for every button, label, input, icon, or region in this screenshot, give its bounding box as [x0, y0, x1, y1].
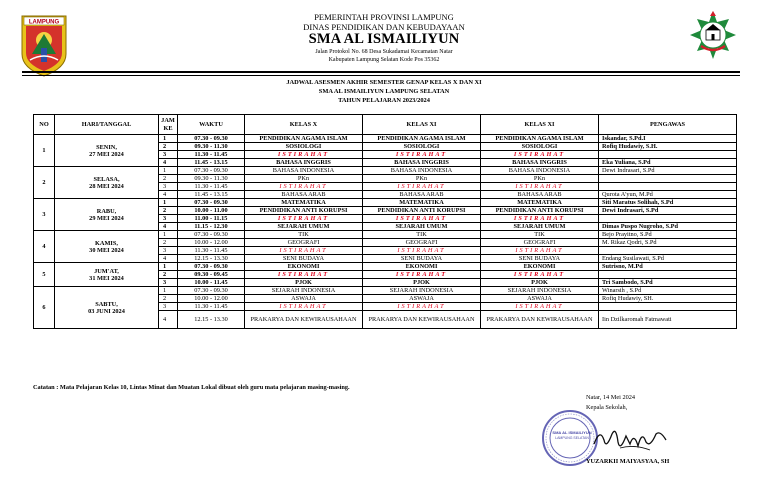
kelas-x-subject-cell: SEJARAH UMUM [245, 223, 363, 231]
kelas-xi-2-subject-cell: PENDIDIKAN AGAMA ISLAM [481, 135, 599, 143]
day-number-cell: 5 [34, 263, 55, 287]
handwritten-signature-icon [590, 422, 670, 456]
time-cell: 11.15 - 12.30 [178, 223, 245, 231]
day-date-cell [55, 231, 159, 263]
time-cell: 07.30 - 09.30 [178, 263, 245, 271]
kelas-xi-2-subject-cell: MATEMATIKA [481, 199, 599, 207]
kelas-x-subject-cell: ISTIRAHAT [245, 215, 363, 223]
table-header-row [34, 115, 737, 135]
pengawas-cell: Rofiq Hudawiy, S.H. [599, 143, 737, 151]
kelas-xi-1-subject-cell: MATEMATIKA [363, 199, 481, 207]
kelas-xi-1-subject-cell: BAHASA INGGRIS [363, 159, 481, 167]
kelas-xi-1-subject-cell: TIK [363, 231, 481, 239]
kelas-x-subject-cell: PENDIDIKAN AGAMA ISLAM [245, 135, 363, 143]
time-cell: 12.15 - 13.30 [178, 311, 245, 329]
kelas-x-subject-cell: ISTIRAHAT [245, 183, 363, 191]
kelas-xi-2-subject-cell: SEJARAH INDONESIA [481, 287, 599, 295]
jam-cell: 1 [159, 167, 178, 175]
time-cell: 11.30 - 11.45 [178, 183, 245, 191]
signature-place-date: Natar, 14 Mei 2024 [586, 394, 636, 401]
kelas-xi-1-subject-cell: BAHASA INDONESIA [363, 167, 481, 175]
time-cell: 11.45 - 13.15 [178, 159, 245, 167]
time-cell: 09.30 - 11.30 [178, 143, 245, 151]
day-date-cell [55, 167, 159, 199]
kelas-xi-1-subject-cell: ISTIRAHAT [363, 303, 481, 311]
pengawas-cell: Sutrisno, M.Pd [599, 263, 737, 271]
jam-cell: 3 [159, 247, 178, 255]
stamp-text-region: LAMPUNG SELATAN [555, 436, 589, 440]
kelas-xi-1-subject-cell: PENDIDIKAN AGAMA ISLAM [363, 135, 481, 143]
time-cell: 11.30 - 11.45 [178, 303, 245, 311]
jam-cell: 3 [159, 215, 178, 223]
col-header-kelas-xi-2: KELAS XI [481, 115, 599, 135]
table-row [34, 263, 737, 271]
col-header-pengawas: PENGAWAS [599, 115, 737, 135]
document-subtitle-year: TAHUN PELAJARAN 2023/2024 [338, 97, 430, 104]
time-cell: 11.45 - 13.15 [178, 191, 245, 199]
kelas-x-subject-cell: SEJARAH INDONESIA [245, 287, 363, 295]
day-date-cell [55, 135, 159, 167]
day-number-cell: 3 [34, 199, 55, 231]
kelas-x-subject-cell: ISTIRAHAT [245, 303, 363, 311]
jam-cell: 1 [159, 287, 178, 295]
pengawas-cell: Siti Maratus Solihah, S.Pd [599, 199, 737, 207]
document-subtitle-school: SMA AL ISMAILIYUN LAMPUNG SELATAN [318, 88, 450, 95]
kelas-xi-1-subject-cell: SOSIOLOGI [363, 143, 481, 151]
kelas-x-subject-cell: PKn [245, 175, 363, 183]
kelas-xi-1-subject-cell: BAHASA ARAB [363, 191, 481, 199]
day-number-cell: 4 [34, 231, 55, 263]
kelas-xi-2-subject-cell: ISTIRAHAT [481, 247, 599, 255]
time-cell: 07.30 - 09.30 [178, 167, 245, 175]
time-cell: 10.00 - 11.45 [178, 279, 245, 287]
jam-cell: 1 [159, 135, 178, 143]
kelas-x-subject-cell: BAHASA INDONESIA [245, 167, 363, 175]
day-number-cell: 2 [34, 167, 55, 199]
kelas-xi-2-subject-cell: BAHASA ARAB [481, 191, 599, 199]
kelas-x-subject-cell: SENI BUDAYA [245, 255, 363, 263]
kelas-x-subject-cell: PJOK [245, 279, 363, 287]
pengawas-cell [599, 215, 737, 223]
day-name: SENIN, [96, 143, 117, 151]
header-rule-thin [22, 75, 740, 76]
col-header-kelas-x: KELAS X [245, 115, 363, 135]
jam-cell: 2 [159, 271, 178, 279]
kelas-xi-1-subject-cell: SEJARAH INDONESIA [363, 287, 481, 295]
kelas-x-subject-cell: SOSIOLOGI [245, 143, 363, 151]
pengawas-cell: Winarsih , S.Pd [599, 287, 737, 295]
table-row [34, 231, 737, 239]
col-header-time: WAKTU [178, 115, 245, 135]
kelas-xi-2-subject-cell: PJOK [481, 279, 599, 287]
day-date: 27 MEI 2024 [89, 150, 124, 158]
jam-cell: 2 [159, 143, 178, 151]
document-title: JADWAL ASESMEN AKHIR SEMESTER GENAP KELAS X DAN XI [286, 79, 482, 86]
day-date: 30 MEI 2024 [89, 246, 124, 254]
kelas-xi-2-subject-cell: GEOGRAFI [481, 239, 599, 247]
header-line-government: PEMERINTAH PROVINSI LAMPUNG [314, 12, 454, 22]
pengawas-cell: Iskandar, S.Pd.I [599, 135, 737, 143]
time-cell: 07.30 - 09.30 [178, 199, 245, 207]
header-line-department: DINAS PENDIDIKAN DAN KEBUDAYAAN [303, 22, 465, 32]
kelas-xi-2-subject-cell: ISTIRAHAT [481, 271, 599, 279]
kelas-xi-2-subject-cell: ISTIRAHAT [481, 183, 599, 191]
jam-cell: 2 [159, 239, 178, 247]
time-cell: 11.00 - 11.15 [178, 215, 245, 223]
pengawas-cell: Endang Susilawati, S.Pd [599, 255, 737, 263]
pengawas-cell [599, 175, 737, 183]
kelas-xi-2-subject-cell: PRAKARYA DAN KEWIRAUSAHAAN [481, 311, 599, 329]
kelas-xi-2-subject-cell: BAHASA INDONESIA [481, 167, 599, 175]
pengawas-cell: Dimas Puspo Nugroho, S.Pd [599, 223, 737, 231]
jam-cell: 2 [159, 295, 178, 303]
kelas-x-subject-cell: PENDIDIKAN ANTI KORUPSI [245, 207, 363, 215]
kelas-xi-2-subject-cell: PKn [481, 175, 599, 183]
kelas-xi-2-subject-cell: TIK [481, 231, 599, 239]
kelas-x-subject-cell: ISTIRAHAT [245, 247, 363, 255]
pengawas-cell: Qurota A'yun, M.Pd [599, 191, 737, 199]
day-date: 31 MEI 2024 [89, 274, 124, 282]
kelas-xi-1-subject-cell: PJOK [363, 279, 481, 287]
pengawas-cell [599, 303, 737, 311]
time-cell: 10.00 - 12.00 [178, 239, 245, 247]
day-name: RABU, [96, 207, 117, 215]
schedule-note: Catatan : Mata Pelajaran Kelas 10, Lintas Minat dan Muatan Lokal dibuat oleh guru mata pelajaran masing-masing. [33, 384, 350, 391]
kelas-xi-2-subject-cell: SOSIOLOGI [481, 143, 599, 151]
time-cell: 07.30 - 09.30 [178, 135, 245, 143]
pengawas-cell: Bejo Prayitno, S.Pd [599, 231, 737, 239]
pengawas-cell: M. Rikaz Qodri, S.Pd [599, 239, 737, 247]
day-number-cell: 1 [34, 135, 55, 167]
pengawas-cell [599, 151, 737, 159]
kelas-x-subject-cell: BAHASA INGGRIS [245, 159, 363, 167]
time-cell: 07.30 - 09.30 [178, 287, 245, 295]
header-rule-thick [22, 71, 740, 73]
time-cell: 10.00 - 11.00 [178, 207, 245, 215]
pengawas-cell: Dewi Indrasari, S.Pd [599, 167, 737, 175]
kelas-x-subject-cell: EKONOMI [245, 263, 363, 271]
pengawas-cell: Dewi Indrasari, S.Pd [599, 207, 737, 215]
school-address-line1: Jalan Protokol No. 68 Desa Sukadamai Kecamatan Natar [315, 49, 453, 55]
jam-cell: 2 [159, 175, 178, 183]
kelas-xi-1-subject-cell: PKn [363, 175, 481, 183]
kelas-xi-1-subject-cell: ISTIRAHAT [363, 151, 481, 159]
jam-cell: 3 [159, 151, 178, 159]
time-cell: 11.30 - 11.45 [178, 247, 245, 255]
col-header-kelas-xi-1: KELAS XI [363, 115, 481, 135]
jam-cell: 3 [159, 279, 178, 287]
day-number-cell: 6 [34, 287, 55, 329]
jam-cell: 4 [159, 311, 178, 329]
jam-cell: 3 [159, 303, 178, 311]
time-cell: 11.30 - 11.45 [178, 151, 245, 159]
day-date-cell [55, 287, 159, 329]
jam-cell: 4 [159, 223, 178, 231]
kelas-x-subject-cell: ISTIRAHAT [245, 271, 363, 279]
jam-cell: 4 [159, 191, 178, 199]
jam-cell: 4 [159, 159, 178, 167]
kelas-xi-2-subject-cell: BAHASA INGGRIS [481, 159, 599, 167]
kelas-x-subject-cell: BAHASA ARAB [245, 191, 363, 199]
pengawas-cell: Tri Sambodo, S.Pd [599, 279, 737, 287]
day-date-cell [55, 199, 159, 231]
kelas-x-subject-cell: ISTIRAHAT [245, 151, 363, 159]
time-cell: 07.30 - 09.30 [178, 231, 245, 239]
col-header-no: NO [34, 115, 55, 135]
kelas-xi-1-subject-cell: SEJARAH UMUM [363, 223, 481, 231]
jam-cell: 1 [159, 199, 178, 207]
pengawas-cell: Rofiq Hudawiy, SH. [599, 295, 737, 303]
kelas-x-subject-cell: TIK [245, 231, 363, 239]
table-row [34, 199, 737, 207]
table-row [34, 287, 737, 295]
stamp-text-school: SMA AL ISMAILIYUN [552, 430, 592, 435]
signature-position: Kepala Sekolah, [586, 404, 628, 411]
day-date: 03 JUNI 2024 [88, 307, 125, 315]
kelas-xi-1-subject-cell: EKONOMI [363, 263, 481, 271]
kelas-xi-2-subject-cell: ASWAJA [481, 295, 599, 303]
day-date: 29 MEI 2024 [89, 214, 124, 222]
time-cell: 09.30 - 11.30 [178, 175, 245, 183]
pengawas-cell: Eka Yuliana, S.Pd [599, 159, 737, 167]
day-name: SABTU, [95, 300, 118, 308]
kelas-xi-2-subject-cell: ISTIRAHAT [481, 303, 599, 311]
kelas-xi-2-subject-cell: SENI BUDAYA [481, 255, 599, 263]
kelas-xi-1-subject-cell: SENI BUDAYA [363, 255, 481, 263]
kelas-xi-1-subject-cell: ISTIRAHAT [363, 271, 481, 279]
kelas-xi-1-subject-cell: GEOGRAFI [363, 239, 481, 247]
kelas-xi-2-subject-cell: PENDIDIKAN ANTI KORUPSI [481, 207, 599, 215]
kelas-xi-2-subject-cell: SEJARAH UMUM [481, 223, 599, 231]
kelas-x-subject-cell: PRAKARYA DAN KEWIRAUSAHAAN [245, 311, 363, 329]
col-header-jam: JAM KE [159, 115, 178, 135]
day-date: 28 MEI 2024 [89, 182, 124, 190]
school-name: SMA AL ISMAILIYUN [308, 31, 460, 47]
school-address-line2: Kabupaten Lampung Selatan Kode Pos 35362 [328, 57, 440, 63]
kelas-xi-1-subject-cell: ISTIRAHAT [363, 247, 481, 255]
pengawas-cell [599, 271, 737, 279]
time-cell: 12.15 - 13.30 [178, 255, 245, 263]
day-date-cell [55, 263, 159, 287]
pengawas-cell [599, 183, 737, 191]
kelas-xi-1-subject-cell: PENDIDIKAN ANTI KORUPSI [363, 207, 481, 215]
kelas-xi-2-subject-cell: EKONOMI [481, 263, 599, 271]
kelas-xi-1-subject-cell: ISTIRAHAT [363, 215, 481, 223]
table-row [34, 167, 737, 175]
pengawas-cell: Iin Dzilkaromah Fatmawati [599, 311, 737, 329]
kelas-xi-1-subject-cell: PRAKARYA DAN KEWIRAUSAHAAN [363, 311, 481, 329]
table-body [34, 135, 737, 329]
day-name: SELASA, [93, 175, 120, 183]
col-header-day: HARI/TANGGAL [55, 115, 159, 135]
kelas-x-subject-cell: GEOGRAFI [245, 239, 363, 247]
time-cell: 09.30 - 09.45 [178, 271, 245, 279]
day-name: KAMIS, [95, 239, 118, 247]
kelas-x-subject-cell: ASWAJA [245, 295, 363, 303]
school-emblem-logo [686, 8, 740, 62]
day-name: JUM'AT, [94, 267, 119, 275]
logo-left-text: LAMPUNG [28, 19, 60, 26]
jam-cell: 2 [159, 207, 178, 215]
jam-cell: 4 [159, 255, 178, 263]
exam-schedule-table [33, 114, 737, 329]
jam-cell: 1 [159, 231, 178, 239]
kelas-xi-2-subject-cell: ISTIRAHAT [481, 151, 599, 159]
jam-cell: 3 [159, 183, 178, 191]
kelas-x-subject-cell: MATEMATIKA [245, 199, 363, 207]
time-cell: 10.00 - 12.00 [178, 295, 245, 303]
kelas-xi-1-subject-cell: ASWAJA [363, 295, 481, 303]
jam-cell: 1 [159, 263, 178, 271]
kelas-xi-1-subject-cell: ISTIRAHAT [363, 183, 481, 191]
signature-name: YUZARKII MAIYASYAA, SH [586, 458, 670, 465]
table-row [34, 135, 737, 143]
kelas-xi-2-subject-cell: ISTIRAHAT [481, 215, 599, 223]
pengawas-cell [599, 247, 737, 255]
